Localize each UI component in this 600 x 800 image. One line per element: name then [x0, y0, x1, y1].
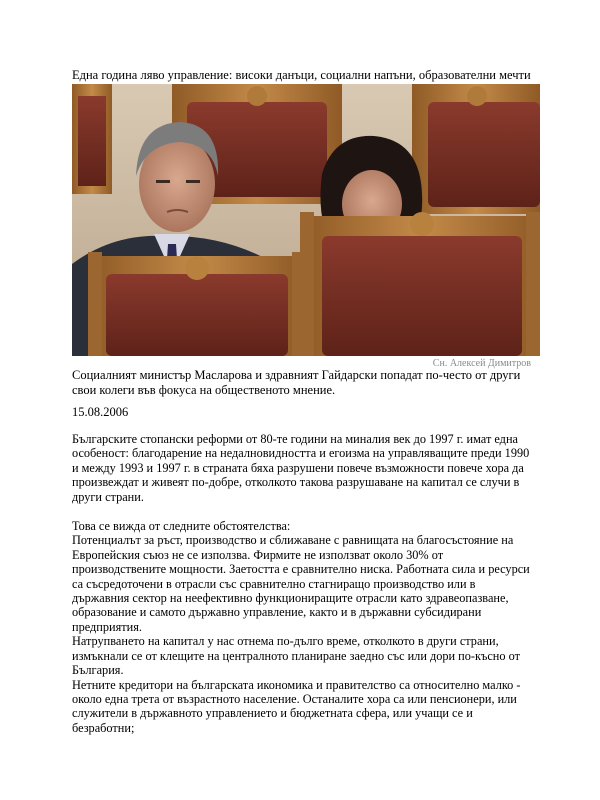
body-line: производствените мощности. Заетостта е сравнително ниска. Работната сила и ресурси: [72, 562, 530, 577]
body-line: особеност: благодарение на недалновидността и егоизма на управляващите преди 1990: [72, 446, 530, 461]
body-line: държавния сектор на неефективно функциониращите отрасли като здравеопазване,: [72, 591, 509, 606]
article-headline: Една година ляво управление: високи данъци, социални напъни, образователни мечти: [72, 68, 531, 82]
body-line: Българските стопански реформи от 80-те години на миналия век до 1997 г. имат една: [72, 432, 518, 446]
body-line: образование и самото държавно управление, както и в държавни субсидирани: [72, 605, 482, 620]
body-line: произвеждат и живеят по-добре, отколкото такова разрушаване на капитал се случи в: [72, 475, 520, 490]
body-line: предприятия.: [72, 619, 142, 634]
body-line: други страни.: [72, 489, 144, 504]
article-photo: [72, 84, 540, 356]
article-body: [72, 432, 542, 735]
body-line: Нетните кредитори на българската икономика и правителство са относително малко -: [72, 677, 521, 692]
body-line: около една трета от възрастното население. Останалите хора са или пенсионери, или: [72, 691, 517, 706]
paragraph-gap: [72, 504, 542, 519]
body-line: Това се вижда от следните обстоятелства:: [72, 519, 291, 534]
body-line: България.: [72, 663, 124, 678]
body-line: Натрупването на капитал у нас отнема по-дълго време, отколкото в други страни,: [72, 634, 499, 649]
photo-caption: Социалният министър Масларова и здравният Гайдарски попадат по-често от други свои колеги във фокуса на общественото мнение.: [72, 368, 521, 397]
photo-credit: Сн. Алексей Димитров: [432, 358, 531, 369]
body-line: служители в държавното управлението и бюджетната сфера, или учащи се и: [72, 706, 473, 721]
article-date: 15.08.2006: [72, 405, 129, 419]
body-line: Потенциалът за ръст, производство и сближаване с равнищата на благосъстояние на: [72, 533, 514, 548]
body-line: измъкнали се от клещите на централното планиране заедно със или дори по-късно от: [72, 648, 520, 663]
body-line: безработни;: [72, 720, 135, 735]
body-line: Европейския съюз не се използва. Фирмите не използват около 30% от: [72, 547, 444, 562]
body-line: са съсредоточени в отрасли със сравнително стагниращо производство или в: [72, 576, 476, 591]
parliament-photo-illustration: [72, 84, 540, 356]
body-line: и между 1993 и 1997 г. в страната бяха разрушени повече възможности повече хора да: [72, 460, 524, 475]
